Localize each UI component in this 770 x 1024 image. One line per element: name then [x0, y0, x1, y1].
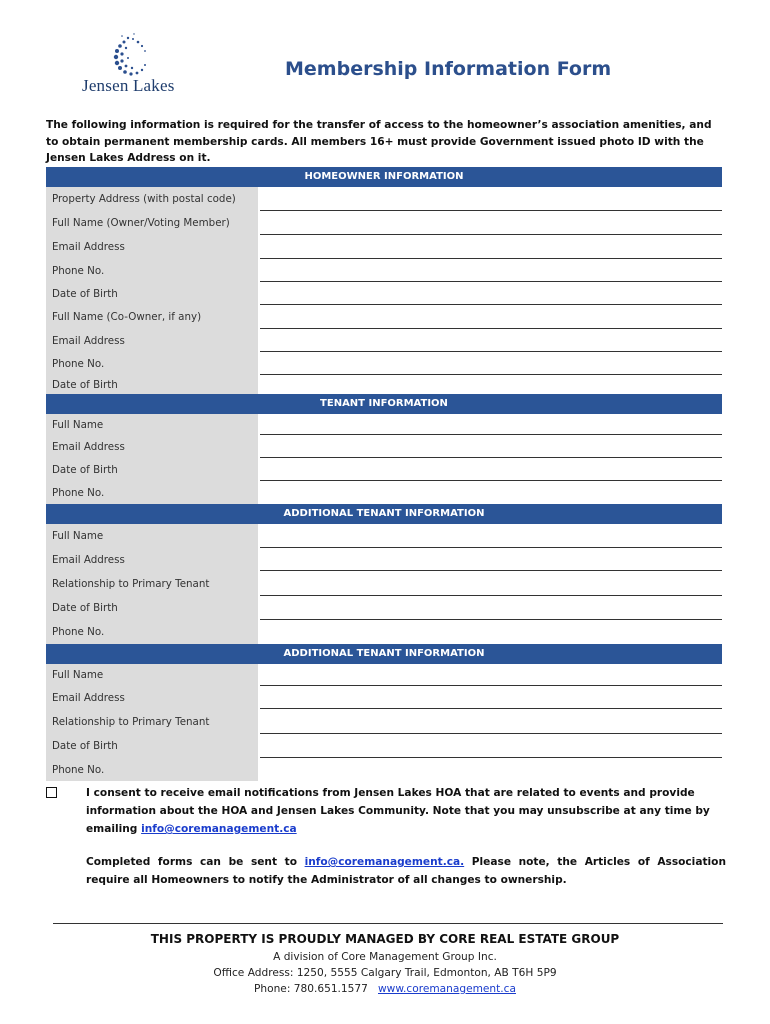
- section-header-tenant: TENANT INFORMATION: [46, 394, 722, 414]
- form-row: [46, 481, 722, 504]
- footer-contact: [0, 983, 770, 995]
- intro-paragraph: The following information is required for the transfer of access to the homeowner’s association amenities, and to obtain permanent membership cards. All members 16+ must provide Government issued photo ID with the Jensen Lakes Address on it.: [46, 119, 712, 164]
- tenant-dob-input[interactable]: [260, 458, 722, 481]
- additional1-relationship-input[interactable]: [260, 571, 722, 596]
- field-label: Email Address: [46, 548, 258, 571]
- submission-note-after: Please note, the Articles of Association require all Homeowners to notify the Administrator of all changes to ownership.: [86, 856, 726, 886]
- form-row: [46, 571, 722, 596]
- form-row: [46, 352, 722, 375]
- field-label: Email Address: [46, 686, 258, 709]
- field-label: Date of Birth: [46, 734, 258, 758]
- property-address-input[interactable]: [260, 187, 722, 211]
- form-row: [46, 435, 722, 458]
- form-row: [46, 758, 722, 781]
- field-label: Property Address (with postal code): [46, 187, 258, 211]
- section-header-additional-tenant-2: ADDITIONAL TENANT INFORMATION: [46, 644, 722, 664]
- form-row: [46, 596, 722, 620]
- form-row: [46, 414, 722, 435]
- footer-division: A division of Core Management Group Inc.: [273, 951, 497, 963]
- owner-name-input[interactable]: [260, 211, 722, 235]
- consent-checkbox[interactable]: [46, 787, 57, 798]
- footer-phone: Phone: 780.651.1577: [254, 983, 368, 995]
- page-title: Membership Information Form: [285, 58, 612, 80]
- submission-email-link[interactable]: info@coremanagement.ca.: [304, 856, 465, 868]
- consent-email-link[interactable]: info@coremanagement.ca: [141, 823, 297, 835]
- form-row: [46, 211, 722, 235]
- additional2-dob-input[interactable]: [260, 734, 722, 758]
- logo-wordmark: Jensen Lakes: [82, 76, 175, 95]
- form-row: [46, 548, 722, 571]
- submission-note-before: Completed forms can be sent to: [86, 856, 305, 868]
- section-header-additional-tenant-1: ADDITIONAL TENANT INFORMATION: [46, 504, 722, 524]
- field-label: Phone No.: [46, 481, 258, 504]
- form-row: [46, 734, 722, 758]
- additional2-relationship-input[interactable]: [260, 709, 722, 734]
- owner-phone-input[interactable]: [260, 259, 722, 282]
- form-row: [46, 259, 722, 282]
- field-label: Phone No.: [46, 259, 258, 282]
- form-row: [46, 709, 722, 734]
- footer-divider: [53, 923, 723, 924]
- tenant-phone-input[interactable]: [260, 481, 722, 504]
- form-row: [46, 329, 722, 352]
- field-label: Email Address: [46, 435, 258, 458]
- additional2-email-input[interactable]: [260, 686, 722, 709]
- coowner-dob-input[interactable]: [260, 375, 722, 394]
- form-row: [46, 686, 722, 709]
- form-row: [46, 375, 722, 394]
- membership-form: [46, 167, 722, 781]
- field-label: Date of Birth: [46, 282, 258, 305]
- additional2-phone-input[interactable]: [260, 758, 722, 781]
- field-label: Phone No.: [46, 758, 258, 781]
- additional1-email-input[interactable]: [260, 548, 722, 571]
- field-label: Email Address: [46, 235, 258, 259]
- field-label: Relationship to Primary Tenant: [46, 709, 258, 734]
- consent-statement: I consent to receive email notifications from Jensen Lakes HOA that are related to events and provide information about the HOA and Jensen Lakes Community. Note that you may unsubscribe at any time by emailing: [86, 787, 710, 835]
- field-label: Phone No.: [46, 620, 258, 644]
- form-row: [46, 458, 722, 481]
- additional1-phone-input[interactable]: [260, 620, 722, 644]
- coowner-name-input[interactable]: [260, 305, 722, 329]
- footer-title: THIS PROPERTY IS PROUDLY MANAGED BY CORE REAL ESTATE GROUP: [150, 932, 620, 946]
- field-label: Email Address: [46, 329, 258, 352]
- coowner-phone-input[interactable]: [260, 352, 722, 375]
- additional1-dob-input[interactable]: [260, 596, 722, 620]
- section-header-homeowner: HOMEOWNER INFORMATION: [46, 167, 722, 187]
- form-row: [46, 664, 722, 686]
- tenant-email-input[interactable]: [260, 435, 722, 458]
- field-label: Date of Birth: [46, 375, 258, 394]
- field-label: Full Name: [46, 414, 258, 435]
- field-label: Full Name (Co-Owner, if any): [46, 305, 258, 329]
- additional2-name-input[interactable]: [260, 664, 722, 686]
- footer-address: Office Address: 1250, 5555 Calgary Trail, Edmonton, AB T6H 5P9: [213, 967, 557, 979]
- additional1-name-input[interactable]: [260, 524, 722, 548]
- coowner-email-input[interactable]: [260, 329, 722, 352]
- form-row: [46, 187, 722, 211]
- form-row: [46, 305, 722, 329]
- form-row: [46, 524, 722, 548]
- field-label: Full Name (Owner/Voting Member): [46, 211, 258, 235]
- submission-note: [86, 853, 726, 889]
- consent-text: [86, 784, 726, 838]
- field-label: Phone No.: [46, 352, 258, 375]
- owner-dob-input[interactable]: [260, 282, 722, 305]
- field-label: Relationship to Primary Tenant: [46, 571, 258, 596]
- field-label: Date of Birth: [46, 596, 258, 620]
- field-label: Date of Birth: [46, 458, 258, 481]
- field-label: Full Name: [46, 524, 258, 548]
- form-row: [46, 282, 722, 305]
- form-row: [46, 620, 722, 644]
- tenant-name-input[interactable]: [260, 414, 722, 435]
- field-label: Full Name: [46, 664, 258, 686]
- form-row: [46, 235, 722, 259]
- owner-email-input[interactable]: [260, 235, 722, 259]
- footer-website-link[interactable]: www.coremanagement.ca: [378, 983, 516, 995]
